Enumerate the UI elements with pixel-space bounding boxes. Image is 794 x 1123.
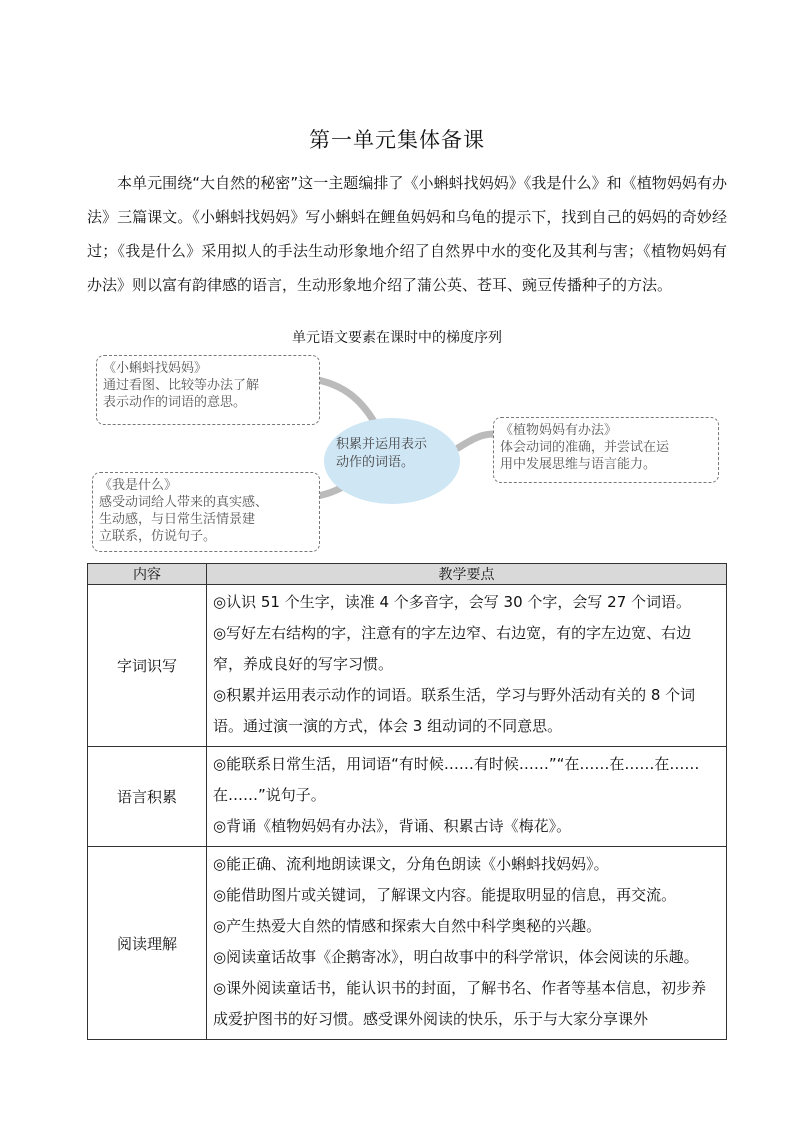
mindmap-node-what-am-i — [92, 472, 320, 552]
mindmap-node-text: 生动感，与日常生活情景建 — [99, 512, 256, 527]
connector-right — [458, 434, 494, 448]
table-header-content: 内容 — [88, 564, 207, 585]
table-header-points: 教学要点 — [207, 564, 727, 585]
mindmap-node-tadpole — [96, 355, 320, 425]
mindmap-node-title: 《我是什么》 — [99, 478, 178, 493]
mindmap-center-line: 积累并运用表示 — [336, 437, 428, 452]
teaching-point: ◎能借助图片或关键词，了解课文内容。能提取明显的信息，再交流。 — [213, 886, 677, 904]
teaching-point: ◎积累并运用表示动作的词语。联系生活，学习与野外活动有关的 8 个词语。通过演一演的方式，体会 3 组动词的不同意思。 — [213, 686, 696, 735]
mindmap-node-plant-mothers — [493, 417, 719, 483]
teaching-point: ◎课外阅读童话书，能认识书的封面，了解书名、作者等基本信息，初步养成爱护图书的好习惯。感受课外阅读的快乐，乐于与大家分享课外 — [213, 979, 707, 1028]
teaching-point: ◎背诵《植物妈妈有办法》，背诵、积累古诗《梅花》。 — [213, 817, 572, 835]
table-row-category: 阅读理解 — [88, 847, 207, 1040]
table-row — [88, 585, 727, 747]
table-row-points — [207, 747, 727, 847]
mindmap-node-text: 用中发展思维与语言能力。 — [500, 457, 657, 472]
mindmap-node-text: 通过看图、比较等办法了解 — [103, 378, 260, 393]
mindmap-node-text: 立联系，仿说句子。 — [99, 529, 217, 544]
mindmap-center — [324, 418, 460, 504]
mindmap-node-title: 《小蝌蚪找妈妈》 — [103, 361, 208, 376]
teaching-point: ◎认识 51 个生字，读准 4 个多音字，会写 30 个字，会写 27 个词语。 — [213, 593, 692, 611]
mindmap-heading: 单元语文要素在课时中的梯度序列 — [292, 330, 502, 346]
mindmap-node-title: 《植物妈妈有办法》 — [500, 423, 618, 438]
teaching-points-table — [87, 563, 727, 1040]
table-row-category: 字词识写 — [88, 585, 207, 747]
mindmap-center-line: 动作的词语。 — [336, 455, 415, 470]
table-row-points — [207, 847, 727, 1040]
teaching-point: ◎能正确、流利地朗读课文，分角色朗读《小蝌蚪找妈妈》。 — [213, 855, 609, 873]
table-header-row — [88, 564, 727, 585]
table-row-points — [207, 585, 727, 747]
teaching-point: ◎写好左右结构的字，注意有的字左边窄、右边宽，有的字左边宽、右边窄，养成良好的写字习惯。 — [213, 624, 692, 673]
page-title: 第一单元集体备课 — [309, 128, 485, 152]
mindmap-node-text: 感受动词给人带来的真实感、 — [99, 495, 269, 510]
table-row — [88, 747, 727, 847]
teaching-point: ◎阅读童话故事《企鹅寄冰》，明白故事中的科学常识，体会阅读的乐趣。 — [213, 948, 699, 966]
intro-paragraph: 本单元围绕“大自然的秘密”这一主题编排了《小蝌蚪找妈妈》《我是什么》和《植物妈妈有办法》三篇课文。《小蝌蚪找妈妈》写小蝌蚪在鲤鱼妈妈和乌龟的提示下，找到自己的妈妈的奇妙经过；《我是什么》采用拟人的手法生动形象地介绍了自然界中水的变化及其利与害；《植物妈妈有办法》则以富有韵律感的语言，生动形象地介绍了蒲公英、苍耳、豌豆传播种子的方法。 — [87, 174, 727, 294]
teaching-point: ◎产生热爱大自然的情感和探索大自然中科学奥秘的兴趣。 — [213, 917, 602, 935]
mindmap-node-text: 体会动词的准确，并尝试在运 — [500, 440, 670, 455]
table-row — [88, 847, 727, 1040]
mindmap-node-text: 表示动作的词语的意思。 — [103, 395, 247, 410]
teaching-point: ◎能联系日常生活，用词语“有时候……有时候……”“在……在……在……在……”说句子。 — [213, 755, 700, 804]
table-row-category: 语言积累 — [88, 747, 207, 847]
